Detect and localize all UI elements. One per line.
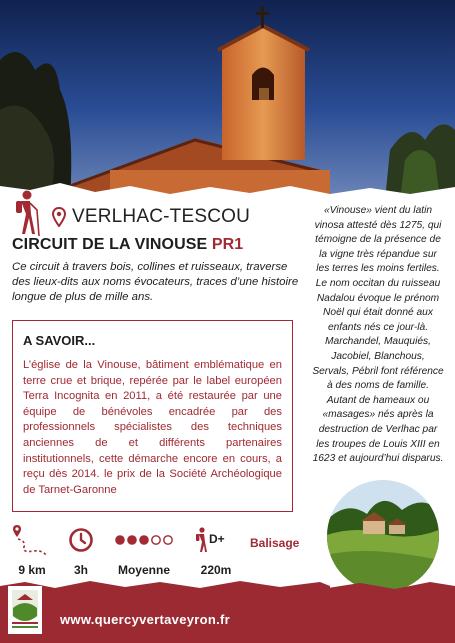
clock-icon: [68, 527, 94, 553]
location-pin-icon: [52, 207, 66, 227]
side-note-part-2: Marchandel, Mauquiés, Jacobiel, Blanchous, Servals, Pébril font référence à des noms de famille. Autant de hameaux ou «masages» nés après la destruction de Verlhac par les troupes de Louis XIII en 1623 et aujourd’hui disparus.: [312, 336, 444, 465]
page-title: [12, 236, 243, 254]
difficulty-dots-icon: [114, 534, 174, 546]
difficulty-dot-4: [152, 536, 160, 544]
hero-photo-church: [0, 0, 455, 200]
a-savoir-box: [12, 320, 293, 512]
difficulty-value: Moyenne: [117, 563, 170, 577]
footer-band: [0, 578, 455, 643]
a-savoir-heading: A SAVOIR...: [23, 333, 96, 348]
location-header: [52, 203, 250, 231]
side-note: [312, 204, 444, 467]
balisage-label: Balisage: [250, 536, 300, 550]
route-icon: [12, 523, 48, 557]
elevation-label: D+: [209, 532, 225, 546]
difficulty-dot-3: [139, 535, 149, 545]
difficulty-dot-2: [127, 535, 137, 545]
quercy-vert-aveyron-logo: [8, 586, 42, 634]
difficulty-dot-5: [164, 536, 172, 544]
side-note-part-1: «Vinouse» vient du latin vinosa attesté dès 1275, qui témoigne de la présence de la vigne très répandue sur les terres les moins fertiles. Le nom occitan du ruisseau Nadalou évoque le prénom Noël qui était donné aux enfants nés ce jour-là.: [314, 205, 442, 333]
duration-value: 3h: [73, 563, 88, 577]
intro-text: Ce circuit à travers bois, collines et ruisseaux, traverse des lieux-dits aux noms évocateurs, traces d’une histoire longue de plus de mille ans.: [12, 261, 299, 304]
elevation-value: 220m: [200, 563, 232, 577]
circuit-code: PR1: [211, 236, 244, 253]
location-name: VERLHAC-TESCOU: [72, 206, 251, 227]
hiker-icon: [12, 190, 42, 236]
circuit-name: CIRCUIT DE LA VINOUSE: [12, 236, 208, 253]
distance-value: 9 km: [18, 563, 46, 577]
elevation-hiker-icon: [195, 527, 209, 553]
difficulty-dot-1: [115, 535, 125, 545]
a-savoir-text: L’église de la Vinouse, bâtiment emblématique en terre crue et brique, repérée par le label européen Terra Incognita en 2011, a été restaurée par une équipe de bénévoles encadrée par des professionnels spécialistes des techniques anciennes de et différents partenaires institutionnels, cette démarche encore en cours, a reçu dès 2014. le prix de la Société Archéologique de Tarnet-Garonne: [23, 359, 282, 496]
website-link[interactable]: www.quercyvertaveyron.fr: [60, 612, 231, 627]
landscape-photo: [327, 480, 439, 592]
